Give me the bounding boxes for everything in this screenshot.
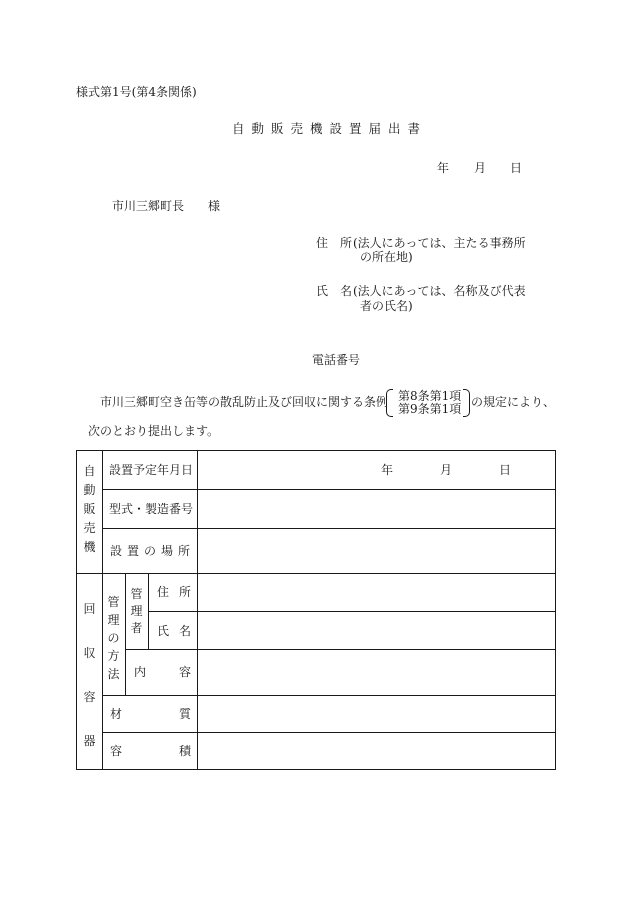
form-number: 様式第1号(第4条関係) [76,85,197,99]
mm-char: 理 [107,613,120,627]
name-label: 氏 名 [316,284,353,298]
install-date-field[interactable] [198,451,555,489]
cc-char: 収 [83,646,96,660]
install-date-label: 設置予定年月日 [109,463,194,477]
phone-label: 電話番号 [312,353,361,367]
date-month-label: 月 [474,161,487,175]
vm-char: 自 [83,464,96,478]
document-title: 自動販売機設置届出書 [232,121,428,136]
location-char: 所 [177,544,190,558]
vm-char: 機 [83,540,96,554]
material-char: 材 [110,707,123,721]
name-note-1: (法人にあっては、名称及び代表 [353,284,526,298]
model-label: 型式・製造番号 [109,502,194,516]
location-label [110,545,190,557]
volume-field[interactable] [198,733,555,769]
article-brace [386,389,470,417]
address-note-1: (法人にあっては、主たる事務所 [353,236,526,250]
vm-char: 売 [83,521,96,535]
content-field[interactable] [198,650,555,695]
install-year-label: 年 [381,463,394,477]
collection-container-header [77,602,102,748]
cc-char: 器 [83,734,96,748]
form-table [76,450,556,770]
manager-char: 理 [130,604,143,618]
ordinance-text: 市川三郷町空き缶等の散乱防止及び回収に関する条例 [100,395,389,409]
name-note-2: 者の氏名) [360,299,413,313]
content-label [134,666,191,678]
material-field[interactable] [198,696,555,732]
location-field[interactable] [198,529,555,573]
name-char: 氏 [157,624,170,638]
manager-address-field[interactable] [198,574,555,611]
volume-char: 積 [178,744,191,758]
install-day-label: 日 [499,463,512,477]
model-field[interactable] [198,490,555,528]
cc-char: 容 [83,690,96,704]
manager-char: 者 [130,621,143,635]
mm-char: 管 [107,595,120,609]
location-char: の [143,544,156,558]
date-day-label: 日 [510,161,523,175]
address-char: 所 [178,585,191,599]
mm-char: 方 [107,649,120,663]
manager-char: 管 [130,587,143,601]
submission-text: 次のとおり提出します。 [88,424,220,438]
content-char: 容 [178,665,191,679]
mm-char: 法 [107,667,120,681]
mm-char: の [107,631,120,645]
material-char: 質 [178,707,191,721]
vm-char: 販 [83,502,96,516]
address-note-2: の所在地) [360,250,413,264]
vending-machine-header [77,465,102,565]
manager-name-label [157,625,191,637]
article-2: 第9条第1項 [398,402,462,416]
location-char: 設 [110,544,123,558]
material-label [110,708,191,720]
manager-name-field[interactable] [198,612,555,649]
volume-label [110,745,191,757]
manager-address-label [157,586,191,598]
left-brace [386,389,393,417]
cc-char: 回 [83,602,96,616]
address-char: 住 [157,585,170,599]
provision-suffix: の規定により、 [471,395,556,409]
manager-header [125,588,148,648]
addressee-honorific: 様 [208,199,221,213]
management-method-header [102,596,125,696]
article-1: 第8条第1項 [398,389,462,403]
location-char: 場 [160,544,173,558]
content-char: 内 [134,665,147,679]
location-char: 置 [126,544,139,558]
address-label: 住 所 [316,236,353,250]
addressee-name: 市川三郷町長 [112,199,185,213]
vm-char: 動 [83,483,96,497]
date-year-label: 年 [437,161,450,175]
name-char: 名 [178,624,191,638]
volume-char: 容 [110,744,123,758]
install-month-label: 月 [440,463,453,477]
right-brace [463,389,470,417]
